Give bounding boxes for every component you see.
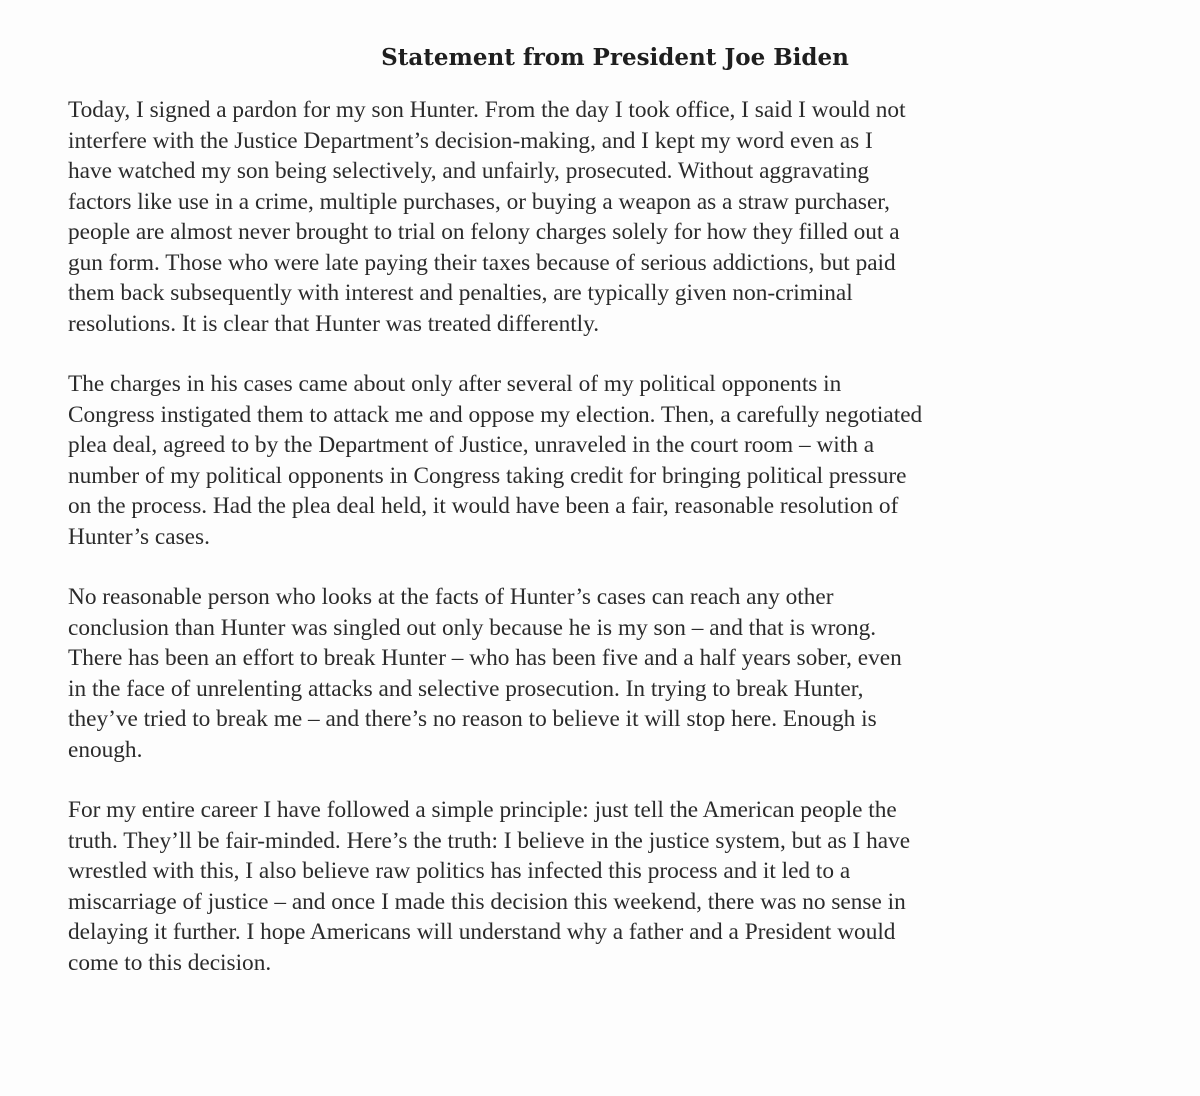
- paragraph-line: factors like use in a crime, multiple purchases, or buying a weapon as a straw purchaser,: [68, 188, 890, 215]
- paragraph-line: on the process. Had the plea deal held, it would have been a fair, reasonable resolution of: [68, 493, 899, 519]
- paragraph-line: wrestled with this, I also believe raw politics has infected this process and it led to a: [68, 858, 851, 884]
- paragraph-line: Hunter’s cases.: [68, 523, 210, 550]
- paragraph-line: delaying it further. I hope Americans will understand why a father and a President would: [68, 919, 896, 945]
- paragraph-1: [68, 95, 1168, 339]
- statement-body: [68, 95, 1168, 1008]
- paragraph-2: [68, 369, 1168, 552]
- paragraph-line: Today, I signed a pardon for my son Hunter. From the day I took office, I said I would not: [68, 97, 906, 123]
- paragraph-line: they’ve tried to break me – and there’s no reason to believe it will stop here. Enough is: [68, 706, 877, 732]
- paragraph-4: [68, 795, 1168, 978]
- paragraph-line: For my entire career I have followed a simple principle: just tell the American people the: [68, 797, 897, 823]
- paragraph-line: conclusion than Hunter was singled out only because he is my son – and that is wrong.: [68, 614, 877, 641]
- paragraph-line: have watched my son being selectively, and unfairly, prosecuted. Without aggravating: [68, 158, 870, 184]
- paragraph-line: gun form. Those who were late paying their taxes because of serious addictions, but paid: [68, 249, 896, 276]
- paragraph-line: come to this decision.: [68, 949, 272, 976]
- paragraph-3: [68, 582, 1168, 765]
- paragraph-line: people are almost never brought to trial on felony charges solely for how they filled out a: [68, 219, 900, 245]
- paragraph-line: plea deal, agreed to by the Department of Justice, unraveled in the court room – with a: [68, 432, 875, 458]
- statement-title: Statement from President Joe Biden: [381, 44, 849, 71]
- paragraph-line: The charges in his cases came about only after several of my political opponents in: [68, 371, 842, 397]
- paragraph-line: enough.: [68, 736, 143, 763]
- paragraph-line: No reasonable person who looks at the facts of Hunter’s cases can reach any other: [68, 584, 834, 610]
- paragraph-line: miscarriage of justice – and once I made this decision this weekend, there was no sense in: [68, 888, 906, 915]
- paragraph-line: number of my political opponents in Congress taking credit for bringing political pressure: [68, 462, 907, 489]
- paragraph-line: Congress instigated them to attack me and oppose my election. Then, a carefully negotiated: [68, 401, 923, 428]
- paragraph-line: truth. They’ll be fair-minded. Here’s the truth: I believe in the justice system, but as I have: [68, 827, 911, 854]
- paragraph-line: in the face of unrelenting attacks and selective prosecution. In trying to break Hunter,: [68, 675, 864, 702]
- paragraph-line: interfere with the Justice Department’s decision-making, and I kept my word even as I: [68, 127, 873, 154]
- paragraph-line: There has been an effort to break Hunter – who has been five and a half years sober, even: [68, 645, 902, 671]
- paragraph-line: them back subsequently with interest and penalties, are typically given non-criminal: [68, 280, 853, 306]
- paragraph-line: resolutions. It is clear that Hunter was treated differently.: [68, 310, 600, 337]
